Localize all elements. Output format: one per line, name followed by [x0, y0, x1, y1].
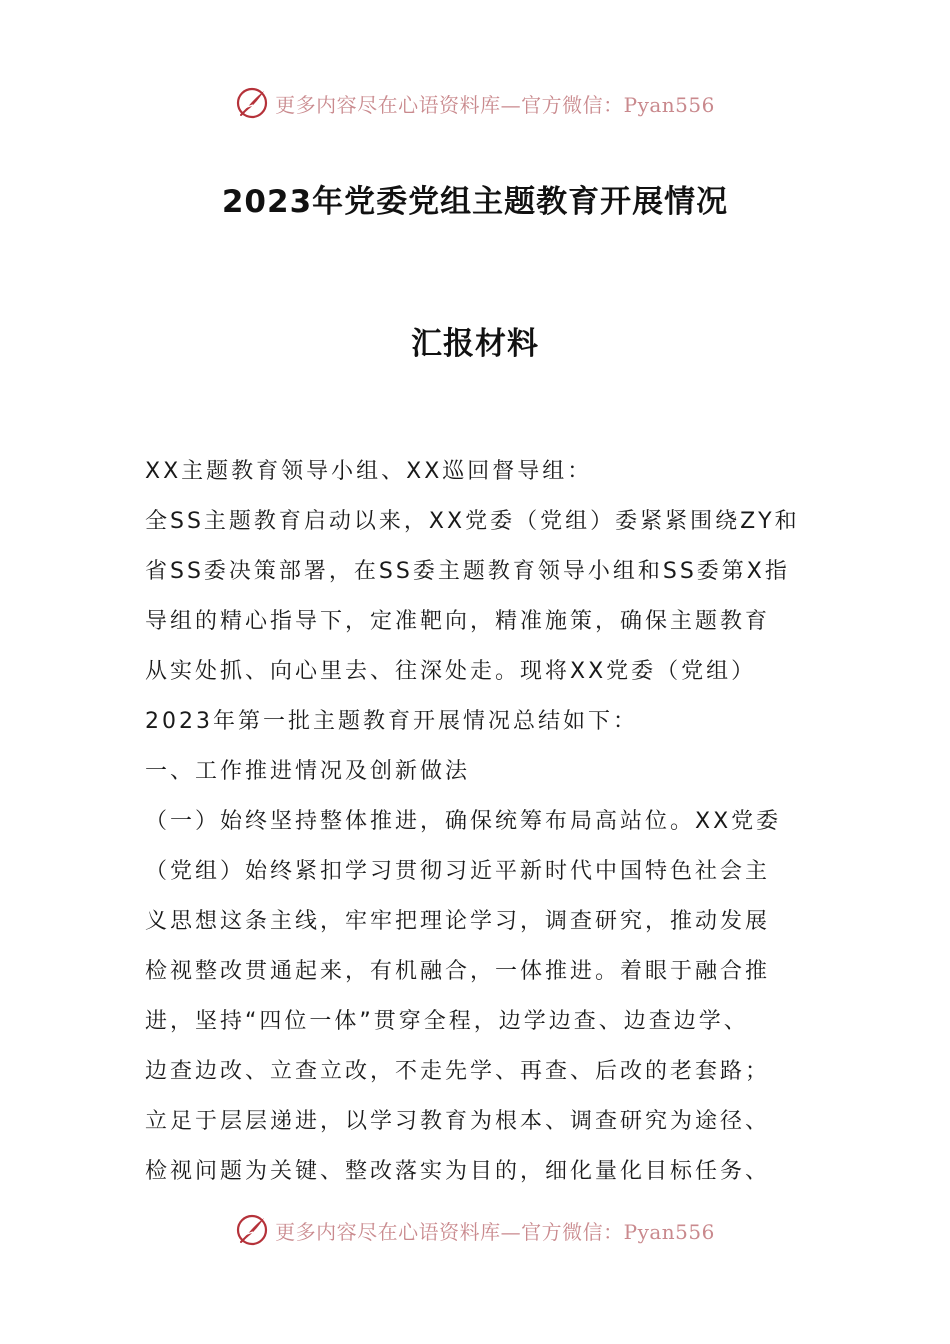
document-title: 2023年党委党组主题教育开展情况 — [221, 184, 729, 220]
body-line: 进，坚持“四位一体”贯穿全程，边学边查、边查边学、 — [145, 1009, 749, 1034]
body-line: XX主题教育领导小组、XX巡回督导组： — [145, 459, 593, 484]
body-line: 检视整改贯通起来，有机融合，一体推进。着眼于融合推 — [145, 959, 771, 984]
body-line: 义思想这条主线，牢牢把理论学习，调查研究，推动发展 — [145, 909, 771, 934]
footer-watermark — [0, 1210, 950, 1250]
body-line: 从实处抓、向心里去、往深处走。现将XX党委（党组） — [145, 659, 757, 684]
watermark-text: 更多内容尽在心语资料库—官方微信：Pyan556 — [275, 1219, 715, 1244]
quill-pen-logo-icon — [235, 86, 269, 120]
section-heading: 一、工作推进情况及创新做法 — [145, 759, 471, 784]
header-watermark — [0, 83, 950, 123]
body-line: 导组的精心指导下，定准靶向，精准施策，确保主题教育 — [145, 609, 771, 634]
body-line: 检视问题为关键、整改落实为目的，细化量化目标任务、 — [145, 1159, 771, 1184]
body-line: 省SS委决策部署，在SS委主题教育领导小组和SS委第X指 — [145, 559, 790, 584]
body-line: 边查边改、立查立改，不走先学、再查、后改的老套路； — [145, 1059, 771, 1084]
body-line: 立足于层层递进，以学习教育为根本、调查研究为途径、 — [145, 1109, 771, 1134]
watermark-text: 更多内容尽在心语资料库—官方微信：Pyan556 — [275, 92, 715, 117]
body-line: （党组）始终紧扣学习贯彻习近平新时代中国特色社会主 — [145, 859, 771, 884]
document-title-line2: 汇报材料 — [411, 326, 539, 362]
quill-pen-logo-icon — [235, 1213, 269, 1247]
document-body — [145, 447, 810, 1197]
body-line: （一）始终坚持整体推进，确保统筹布局高站位。XX党委 — [145, 809, 782, 834]
body-line: 2023年第一批主题教育开展情况总结如下： — [145, 709, 638, 734]
body-line: 全SS主题教育启动以来，XX党委（党组）委紧紧围绕ZY和 — [145, 509, 800, 534]
